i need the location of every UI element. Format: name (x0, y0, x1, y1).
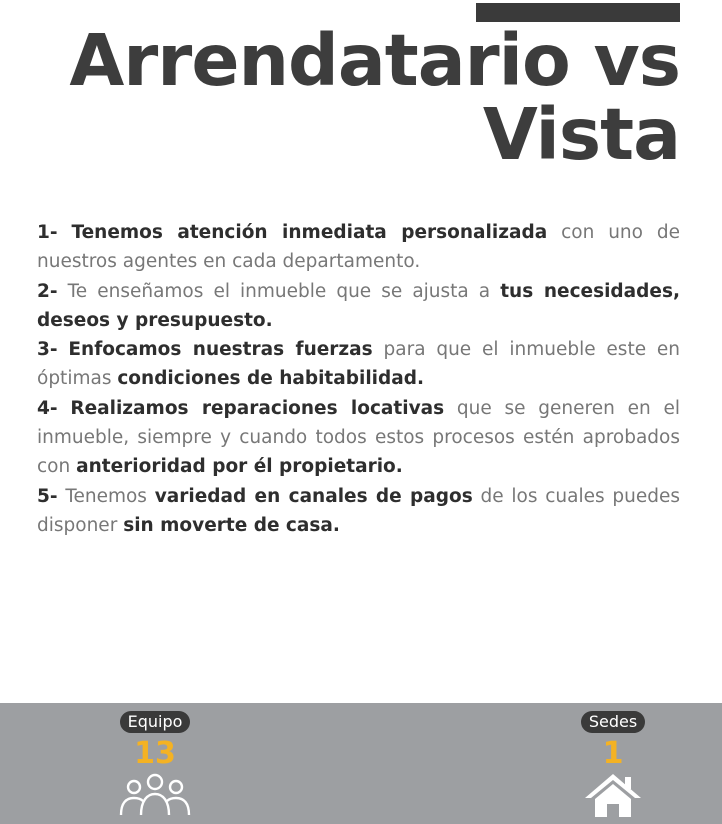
item-highlight: tus necesidades, deseos y presupuesto. (37, 280, 680, 331)
item-number: 3- (37, 339, 58, 361)
title-line-1: Arrendatario vs (69, 19, 680, 102)
item-text: que se generen en el inmueble, siempre y cuando todos estos procesos estén aprobados con (37, 397, 680, 478)
item-highlight: Realizamos reparaciones locativas (70, 397, 445, 419)
item-text: Te enseñamos el inmueble que se ajusta a (57, 280, 501, 302)
stats-footer (0, 703, 722, 824)
benefits-list (37, 218, 680, 540)
benefit-item-4 (37, 394, 680, 482)
benefit-item-3 (37, 335, 680, 394)
item-number: 5- (37, 485, 58, 507)
item-number: 2- (37, 280, 58, 302)
team-stat (100, 711, 210, 817)
benefit-item-5 (37, 482, 680, 541)
item-number: 1- (37, 222, 58, 243)
item-number: 4- (37, 397, 58, 419)
offices-stat (558, 711, 668, 817)
offices-count: 1 (602, 736, 624, 771)
benefit-item-1 (37, 218, 680, 277)
item-text: para que el inmueble este en óptimas (37, 339, 681, 390)
item-highlight: variedad en canales de pagos (154, 485, 473, 507)
team-label: Equipo (120, 711, 191, 733)
house-icon (583, 771, 643, 817)
item-highlight: condiciones de habitabilidad. (117, 368, 425, 390)
item-highlight: anterioridad por él propietario. (76, 456, 403, 478)
people-group-icon (117, 771, 193, 817)
item-highlight: Tenemos atención inmediata personalizada (71, 222, 548, 243)
offices-label: Sedes (581, 711, 645, 733)
page-title (40, 19, 680, 176)
item-highlight: Enfocamos nuestras fuerzas (68, 339, 373, 361)
item-text: de los cuales puedes disponer (37, 485, 680, 536)
team-count: 13 (134, 736, 176, 771)
item-highlight: sin moverte de casa. (123, 514, 340, 536)
title-line-2: Vista (482, 93, 680, 176)
item-text: con uno de nuestros agentes en cada departamento. (37, 222, 680, 273)
item-text: Tenemos (57, 485, 155, 507)
benefit-item-2 (37, 277, 680, 336)
